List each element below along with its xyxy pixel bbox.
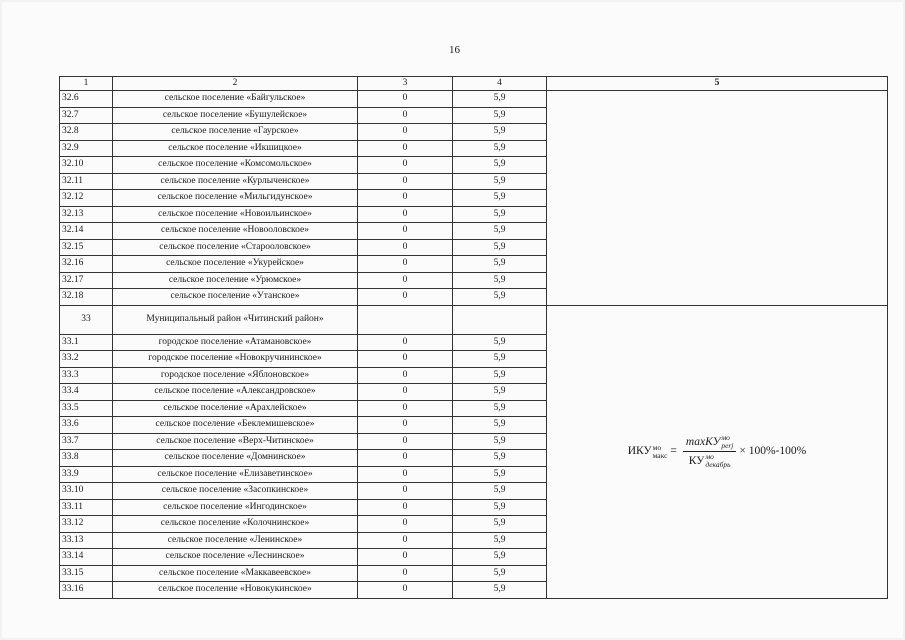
settlement-name-cell: сельское поселение «Засопкинское» [113,483,358,500]
value-col3-cell: 0 [358,483,453,500]
district-row [60,305,888,334]
value-col4-cell: 5,9 [453,450,547,467]
value-col3-cell: 0 [358,91,453,108]
iku-formula [628,434,807,469]
settlement-name-cell: сельское поселение «Арахлейское» [113,400,358,417]
value-col4-cell: 5,9 [453,384,547,401]
row-number-cell: 33.1 [60,334,113,351]
row-number-cell: 33.8 [60,450,113,467]
formula-tail: × 100%-100% [739,445,807,457]
row-number-cell: 33.11 [60,499,113,516]
settlement-name-cell: сельское поселение «Новооловское» [113,223,358,240]
settlement-name-cell: сельское поселение «Бушулейское» [113,107,358,124]
table-header-row [60,77,888,91]
value-col4-cell: 5,9 [453,351,547,368]
value-col4-cell: 5,9 [453,565,547,582]
row-number-cell: 33.4 [60,384,113,401]
value-col3-cell: 0 [358,450,453,467]
value-col4-cell: 5,9 [453,289,547,306]
row-number-cell: 33.7 [60,433,113,450]
value-col4-cell: 5,9 [453,272,547,289]
value-col3-cell: 0 [358,400,453,417]
value-col3-cell: 0 [358,157,453,174]
value-col4-cell: 5,9 [453,256,547,273]
value-col3-cell: 0 [358,256,453,273]
value-col4-cell: 5,9 [453,223,547,240]
settlement-name-cell: сельское поселение «Гаурское» [113,124,358,141]
value-col3-cell: 0 [358,190,453,207]
header-cell: 2 [113,77,358,91]
value-col4-cell: 5,9 [453,157,547,174]
value-col4-cell [453,305,547,334]
value-col4-cell: 5,9 [453,532,547,549]
row-number-cell: 32.14 [60,223,113,240]
value-col3-cell: 0 [358,417,453,434]
formula-lhs [628,444,668,460]
formula-num-text: maxКУ [685,435,721,448]
value-col3-cell: 0 [358,124,453,141]
settlement-name-cell: сельское поселение «Укурейское» [113,256,358,273]
value-col4-cell: 5,9 [453,549,547,566]
formula-den-sup: мо [705,452,714,461]
row-number-cell: 32.17 [60,272,113,289]
formula-num-sub: perj [721,441,734,450]
row-number-cell: 32.18 [60,289,113,306]
row-number-cell: 32.12 [60,190,113,207]
value-col4-cell: 5,9 [453,140,547,157]
value-col4-cell: 5,9 [453,107,547,124]
settlement-name-cell: городское поселение «Новокручининское» [113,351,358,368]
row-number-cell: 33.3 [60,367,113,384]
settlement-name-cell: городское поселение «Яблоновское» [113,367,358,384]
value-col4-cell: 5,9 [453,239,547,256]
value-col3-cell: 0 [358,466,453,483]
value-col4-cell: 5,9 [453,499,547,516]
formula-num-sup: мо [721,433,730,442]
row-number-cell: 32.15 [60,239,113,256]
value-col3-cell: 0 [358,384,453,401]
value-col4-cell: 5,9 [453,190,547,207]
district-name-cell: Муниципальный район «Читинский район» [113,305,358,334]
value-col4-cell: 5,9 [453,334,547,351]
row-number-cell: 32.13 [60,206,113,223]
row-number-cell: 33.12 [60,516,113,533]
value-col3-cell: 0 [358,516,453,533]
header-cell: 5 [547,77,888,91]
row-number-cell: 33.9 [60,466,113,483]
settlement-name-cell: сельское поселение «Верх-Читинское» [113,433,358,450]
settlement-name-cell: сельское поселение «Новоильинское» [113,206,358,223]
value-col3-cell: 0 [358,107,453,124]
value-col3-cell: 0 [358,173,453,190]
settlement-name-cell: сельское поселение «Курлыченское» [113,173,358,190]
settlement-name-cell: сельское поселение «Урюмское» [113,272,358,289]
formula-lhs-symbol: ИКУ [627,445,652,457]
row-number-cell: 33.2 [60,351,113,368]
formula-numerator [683,434,736,452]
header-cell: 1 [60,77,113,91]
value-col3-cell: 0 [358,582,453,599]
header-cell: 4 [453,77,547,91]
value-col3-cell: 0 [358,223,453,240]
settlement-name-cell: сельское поселение «Беклемишевское» [113,417,358,434]
formula-equals: = [670,445,677,457]
row-number-cell: 33.5 [60,400,113,417]
value-col3-cell: 0 [358,499,453,516]
value-col3-cell: 0 [358,140,453,157]
table-row [60,91,888,108]
settlement-name-cell: сельское поселение «Колочнинское» [113,516,358,533]
row-number-cell: 32.10 [60,157,113,174]
value-col3-cell: 0 [358,565,453,582]
formula-fraction [683,434,736,469]
settlement-name-cell: сельское поселение «Комсомольское» [113,157,358,174]
value-col3-cell: 0 [358,351,453,368]
value-col3-cell: 0 [358,206,453,223]
row-number-cell: 32.8 [60,124,113,141]
value-col3-cell: 0 [358,289,453,306]
value-col3-cell: 0 [358,239,453,256]
value-col4-cell: 5,9 [453,400,547,417]
page-number: 16 [449,44,460,56]
settlement-name-cell: сельское поселение «Александровское» [113,384,358,401]
value-col4-cell: 5,9 [453,516,547,533]
settlement-name-cell: сельское поселение «Елизаветинское» [113,466,358,483]
value-col4-cell: 5,9 [453,173,547,190]
column5-empty-cell [547,91,888,306]
row-number-cell: 33.10 [60,483,113,500]
formula-denominator [686,452,734,469]
value-col4-cell: 5,9 [453,466,547,483]
formula-lhs-sub: макс [652,450,668,460]
settlement-name-cell: сельское поселение «Утанское» [113,289,358,306]
header-cell: 3 [358,77,453,91]
formula-lhs-sup: мо [652,442,662,452]
row-number-cell: 33.13 [60,532,113,549]
settlement-name-cell: сельское поселение «Леснинское» [113,549,358,566]
value-col4-cell: 5,9 [453,483,547,500]
settlement-name-cell: сельское поселение «Старооловское» [113,239,358,256]
row-number-cell: 32.9 [60,140,113,157]
row-number-cell: 33.15 [60,565,113,582]
district-number-cell: 33 [60,305,113,334]
settlement-name-cell: сельское поселение «Домнинское» [113,450,358,467]
row-number-cell: 32.16 [60,256,113,273]
value-col3-cell: 0 [358,433,453,450]
document-page [2,2,903,638]
value-col4-cell: 5,9 [453,417,547,434]
row-number-cell: 33.6 [60,417,113,434]
value-col4-cell: 5,9 [453,433,547,450]
settlement-name-cell: сельское поселение «Ингодинское» [113,499,358,516]
formula-den-text: КУ [688,454,705,467]
settlement-name-cell: сельское поселение «Байгульское» [113,91,358,108]
value-col4-cell: 5,9 [453,367,547,384]
row-number-cell: 32.11 [60,173,113,190]
value-col4-cell: 5,9 [453,91,547,108]
row-number-cell: 32.7 [60,107,113,124]
indicator-table [59,76,888,599]
value-col3-cell: 0 [358,532,453,549]
value-col3-cell: 0 [358,272,453,289]
row-number-cell: 32.6 [60,91,113,108]
formula-cell [547,305,888,598]
settlement-name-cell: городское поселение «Атамановское» [113,334,358,351]
value-col3-cell: 0 [358,334,453,351]
settlement-name-cell: сельское поселение «Ленинское» [113,532,358,549]
value-col3-cell: 0 [358,549,453,566]
value-col4-cell: 5,9 [453,206,547,223]
value-col3-cell [358,305,453,334]
value-col4-cell: 5,9 [453,582,547,599]
settlement-name-cell: сельское поселение «Маккавеевское» [113,565,358,582]
settlement-name-cell: сельское поселение «Мильгидунское» [113,190,358,207]
row-number-cell: 33.14 [60,549,113,566]
value-col3-cell: 0 [358,367,453,384]
value-col4-cell: 5,9 [453,124,547,141]
settlement-name-cell: сельское поселение «Новокукинское» [113,582,358,599]
settlement-name-cell: сельское поселение «Икшицкое» [113,140,358,157]
row-number-cell: 33.16 [60,582,113,599]
formula-den-sub: декабрь [705,460,731,469]
